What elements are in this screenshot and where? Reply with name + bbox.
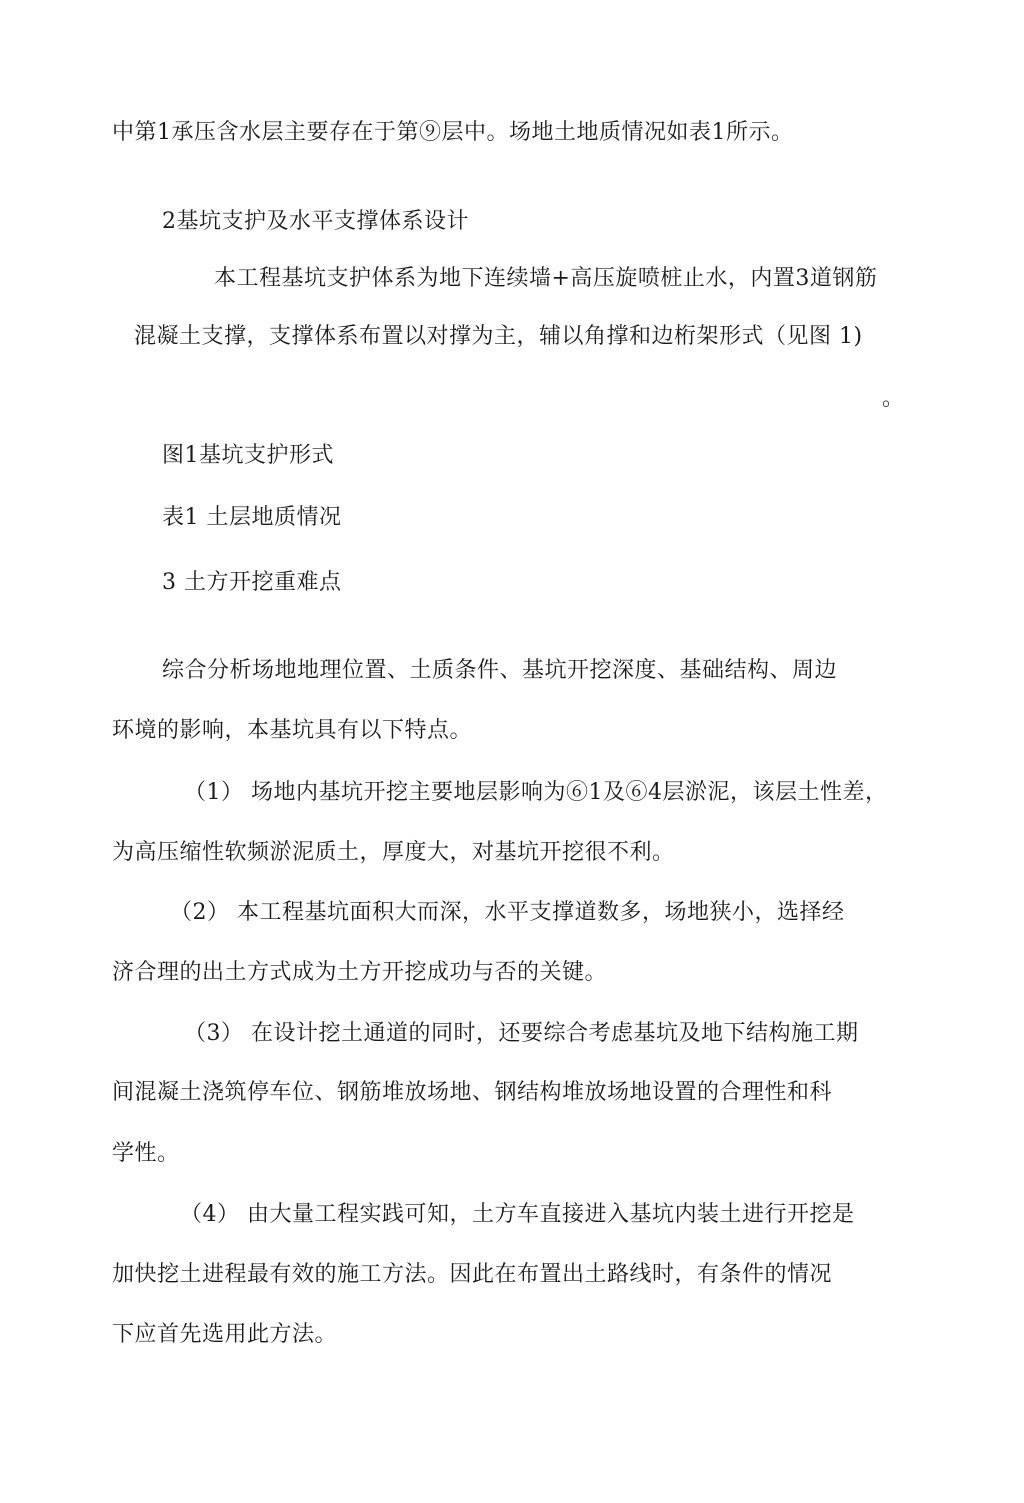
text-line-20: 下应首先选用此方法。 xyxy=(112,1322,338,1347)
text-line-4: 混凝土支撑，支撑体系布置以对撑为主，辅以角撑和边桁架形式（见图 1) xyxy=(134,324,863,349)
text-line-16: 间混凝土浇筑停车位、钢筋堆放场地、钢结构堆放场地设置的合理性和科 xyxy=(112,1080,833,1105)
list-item-1: （1） 场地内基坑开挖主要地层影响为⑥1及⑥4层淤泥，该层土性差， xyxy=(184,780,888,805)
list-item-4: （4） 由大量工程实践可知，土方车直接进入基坑内装土进行开挖是 xyxy=(180,1202,855,1227)
section-heading-2: 2基坑支护及水平支撑体系设计 xyxy=(162,209,469,234)
list-item-2: （2） 本工程基坑面积大而深，水平支撑道数多，场地狭小，选择经 xyxy=(170,900,845,925)
list-item-3: （3） 在设计挖土通道的同时，还要综合考虑基坑及地下结构施工期 xyxy=(184,1021,859,1046)
text-line-19: 加快挖土进程最有效的施工方法。因此在布置出土路线时，有条件的情况 xyxy=(112,1262,833,1287)
text-line-5: 。 xyxy=(882,386,905,411)
text-line-1: 中第1承压含水层主要存在于第⑨层中。场地土地质情况如表1所示。 xyxy=(112,120,794,145)
text-line-10: 环境的影响，本基坑具有以下特点。 xyxy=(112,718,473,743)
section-heading-3: 3 土方开挖重难点 xyxy=(162,570,342,595)
table-caption: 表1 土层地质情况 xyxy=(162,505,342,530)
text-line-9: 综合分析场地地理位置、土质条件、基坑开挖深度、基础结构、周边 xyxy=(162,658,838,683)
figure-caption: 图1基坑支护形式 xyxy=(162,443,334,468)
text-line-14: 济合理的出土方式成为土方开挖成功与否的关键。 xyxy=(112,960,608,985)
text-line-12: 为高压缩性软频淤泥质土，厚度大，对基坑开挖很不利。 xyxy=(112,840,675,865)
text-line-3: 本工程基坑支护体系为地下连续墙+高压旋喷桩止水，内置3道钢筋 xyxy=(214,266,878,291)
text-line-17: 学性。 xyxy=(112,1141,180,1166)
